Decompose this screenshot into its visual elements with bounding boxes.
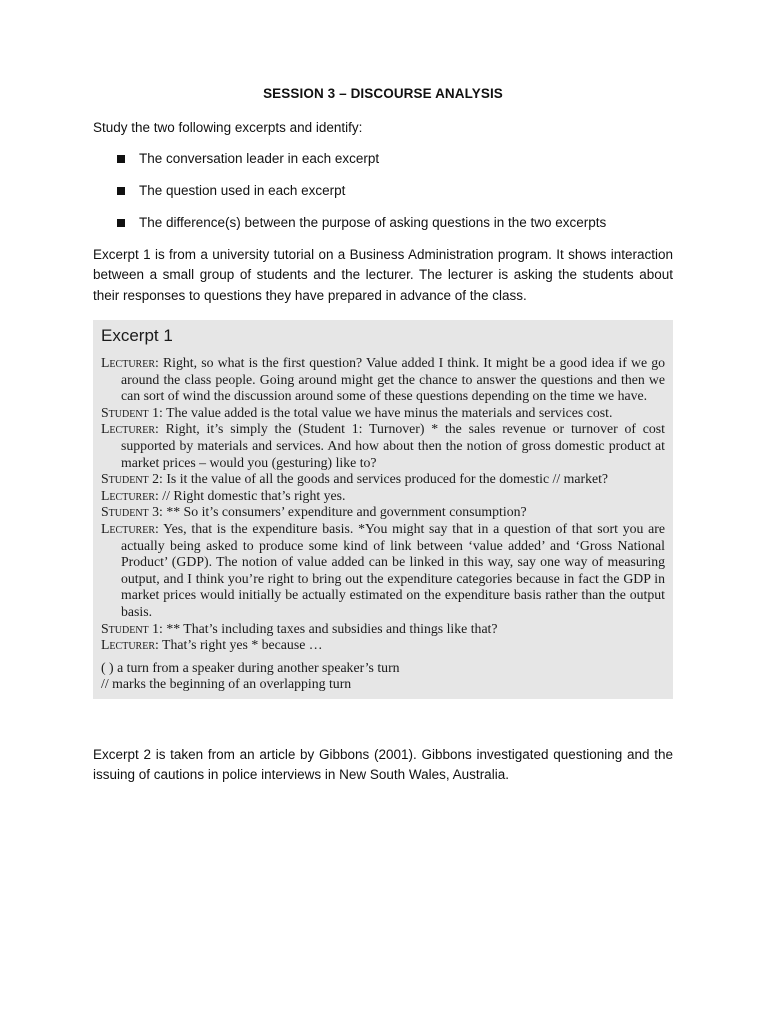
turn-text: Yes, that is the expenditure basis. *You might say that in a question of that sort you are actually being asked to produce some kind of link between ‘value added’ and ‘Gross National Product’ (GDP). The notion of value added can be linked in this way, say one way of measuring output, and I think you’re right to bring out the expenditure categories because in fact the GDP in market prices would initially be actually estimated on the expenditure basis rather than the output basis. bbox=[121, 520, 665, 619]
turn-text: Right, it’s simply the (Student 1: Turnover) * the sales revenue or turnover of cost supported by materials and services. And how about then the notion of gross domestic product at market prices – would you (gesturing) like to? bbox=[121, 421, 665, 470]
transcript-turn bbox=[101, 637, 665, 654]
list-item-text: The question used in each excerpt bbox=[139, 182, 346, 198]
legend-line: ( ) a turn from a speaker during another speaker’s turn bbox=[101, 659, 400, 675]
turn-text: The value added is the total value we have minus the materials and services cost. bbox=[166, 404, 613, 420]
legend-line: // marks the beginning of an overlapping turn bbox=[101, 676, 352, 692]
speaker-label: Lecturer: bbox=[101, 355, 159, 370]
speaker-label: Lecturer: bbox=[101, 520, 159, 536]
turn-text: // Right domestic that’s right yes. bbox=[162, 487, 346, 503]
square-bullet-icon bbox=[117, 187, 125, 195]
transcription-legend bbox=[101, 660, 665, 693]
transcript-turn bbox=[101, 471, 665, 488]
transcript-turn bbox=[101, 504, 665, 521]
speaker-label: Lecturer: bbox=[101, 637, 159, 653]
excerpt1-heading: Excerpt 1 bbox=[101, 326, 173, 345]
speaker-label: Student 3: bbox=[101, 504, 163, 520]
speaker-label: Lecturer: bbox=[101, 487, 159, 503]
turn-text: Right, so what is the first question? Value added I think. It might be a good idea if we go around the class people. Going around might get the chance to answer the questions and then we can sort of wind the discussion around some of these questions depending on the time we have. bbox=[121, 355, 666, 404]
list-item-text: The conversation leader in each excerpt bbox=[139, 150, 380, 166]
speaker-label: Student 1: bbox=[101, 404, 163, 420]
turn-text: ** That’s including taxes and subsidies and things like that? bbox=[166, 620, 498, 636]
transcript-turn bbox=[101, 621, 665, 638]
excerpt1-description: Excerpt 1 is from a university tutorial on a Business Administration program. It shows interaction between a small group of students and the lecturer. The lecturer is asking the students about their responses to questions they have prepared in advance of the class. bbox=[93, 246, 673, 303]
speaker-label: Lecturer: bbox=[101, 421, 159, 437]
turn-text: That’s right yes * because … bbox=[162, 637, 323, 653]
list-item bbox=[93, 149, 673, 169]
page-title: SESSION 3 – DISCOURSE ANALYSIS bbox=[263, 86, 503, 101]
excerpt1-box bbox=[93, 320, 673, 699]
list-item bbox=[93, 181, 673, 201]
list-item bbox=[93, 213, 673, 233]
excerpt2-description: Excerpt 2 is taken from an article by Gibbons (2001). Gibbons investigated questioning and the issuing of cautions in police interviews in New South Wales, Australia. bbox=[93, 746, 673, 783]
transcript-turn bbox=[101, 405, 665, 422]
square-bullet-icon bbox=[117, 219, 125, 227]
document-page bbox=[93, 86, 673, 786]
transcript-turn bbox=[101, 521, 665, 621]
transcript-turn bbox=[101, 355, 665, 405]
intro-text: Study the two following excerpts and identify: bbox=[93, 120, 363, 135]
task-list bbox=[93, 149, 673, 233]
speaker-label: Student 1: bbox=[101, 620, 163, 636]
turn-text: Is it the value of all the goods and services produced for the domestic // market? bbox=[166, 471, 609, 487]
list-item-text: The difference(s) between the purpose of asking questions in the two excerpts bbox=[139, 214, 607, 230]
transcript-turn bbox=[101, 488, 665, 505]
turn-text: ** So it’s consumers’ expenditure and government consumption? bbox=[166, 504, 527, 520]
transcript-turn bbox=[101, 421, 665, 471]
speaker-label: Student 2: bbox=[101, 471, 163, 487]
square-bullet-icon bbox=[117, 155, 125, 163]
